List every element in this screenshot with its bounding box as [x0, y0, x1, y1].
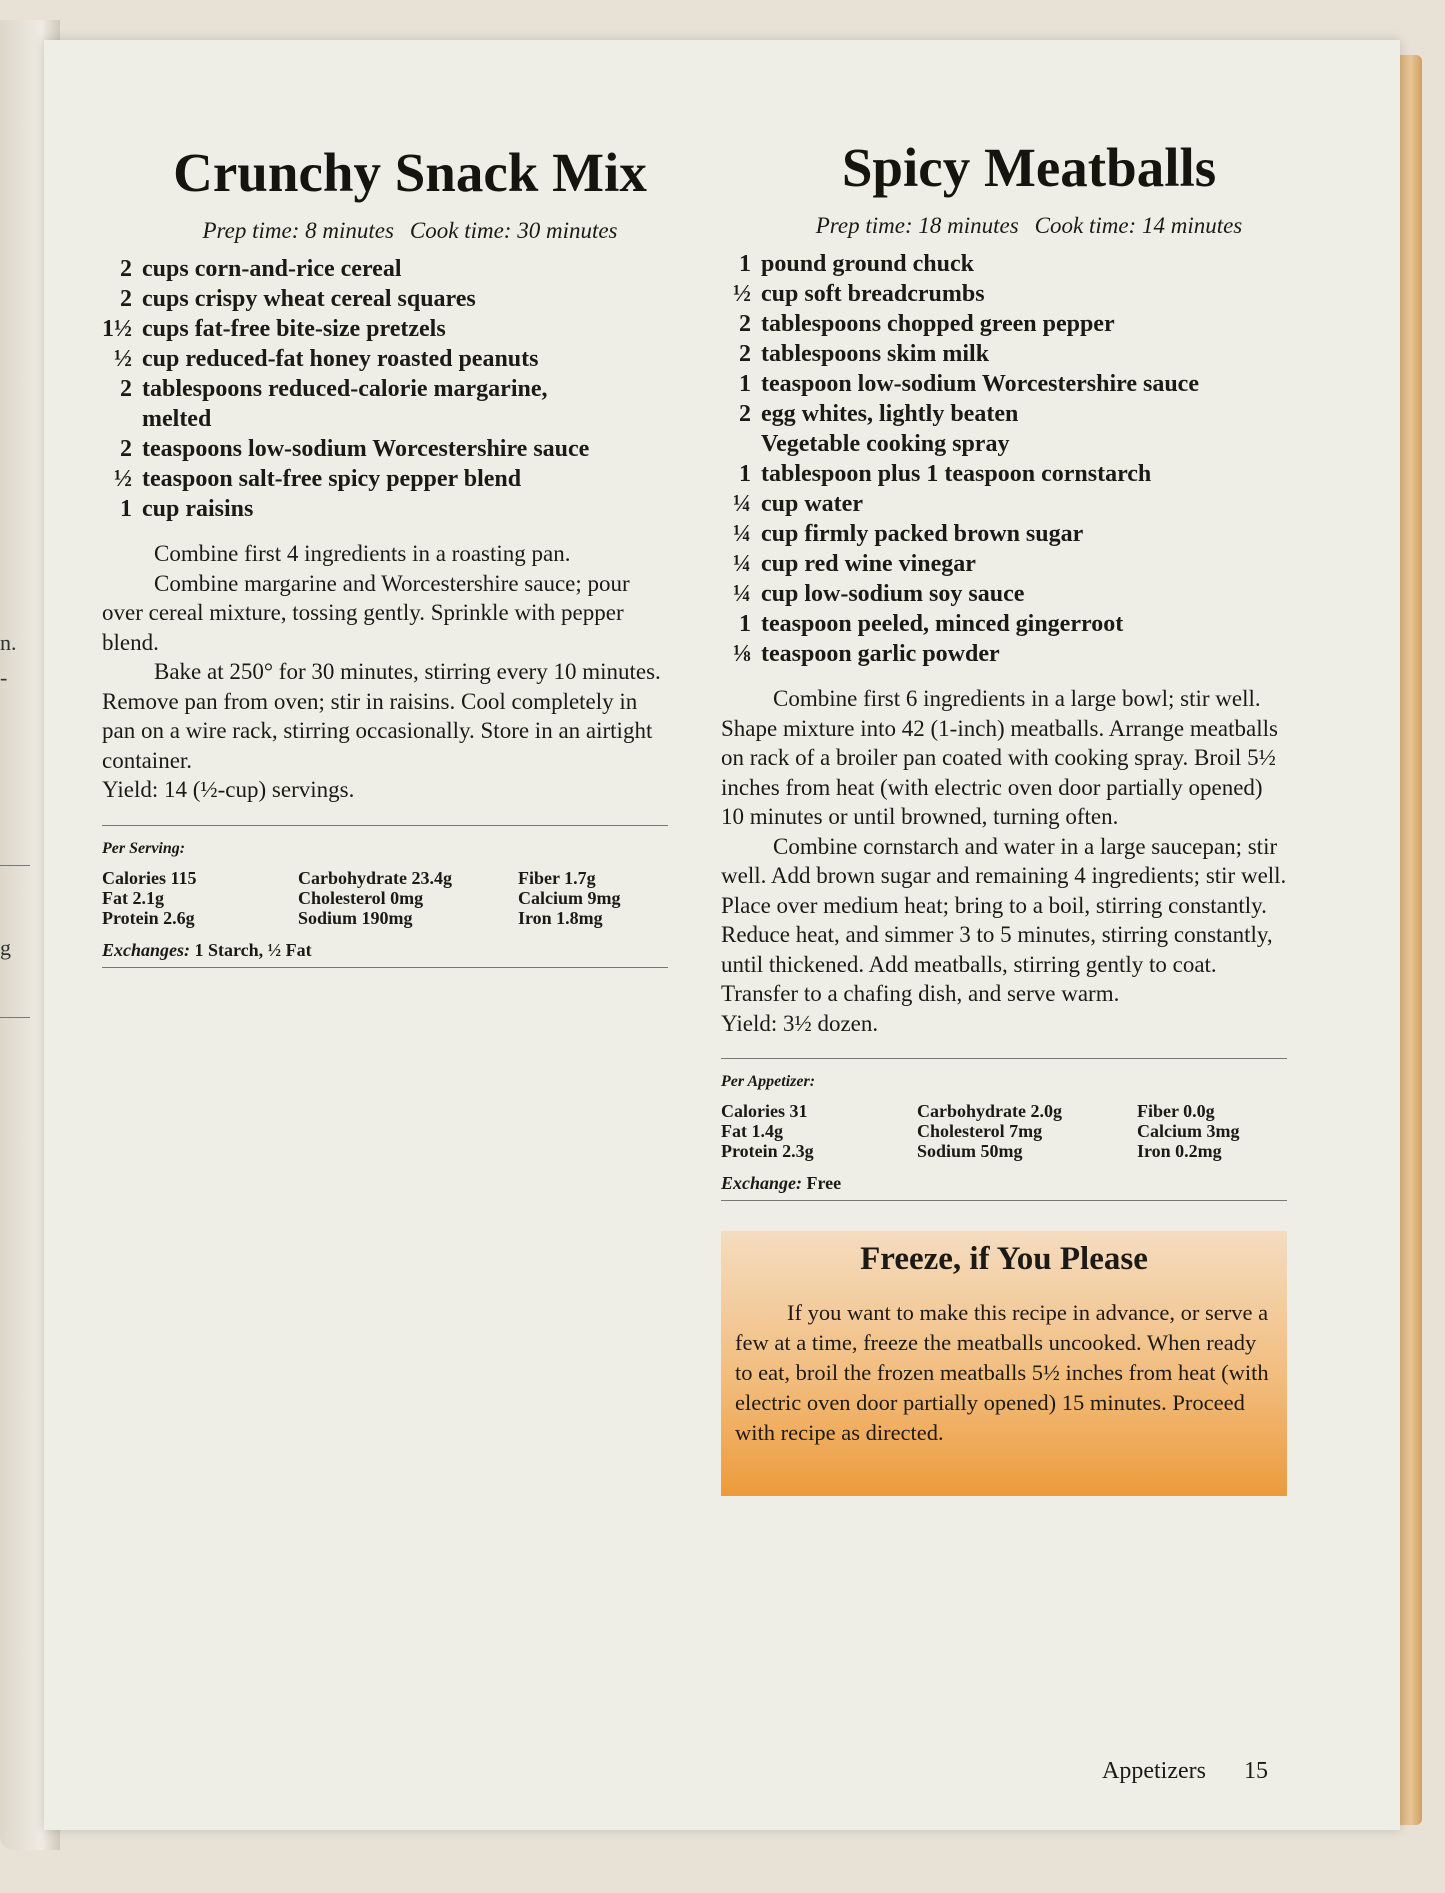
ingredient-item: [102, 314, 718, 344]
recipe-yield: Yield: 14 (½-cup) servings.: [102, 777, 355, 802]
ingredient-list: [721, 249, 1337, 669]
directions: [721, 684, 1287, 1038]
exchange-label: Exchanges:: [102, 939, 191, 960]
nutrition-column: [721, 1101, 917, 1161]
page-number: 15: [1243, 1758, 1268, 1784]
recipe-spicy-meatballs: [721, 95, 1337, 1496]
left-page-fragment: n.: [0, 630, 17, 655]
ingredient-text: cups fat-free bite-size pretzels: [142, 316, 446, 342]
exchange-label: Exchange:: [721, 1173, 802, 1193]
cook-time: Cook time: 30 minutes: [409, 218, 618, 243]
ingredient-qty: 1: [739, 371, 751, 397]
ingredient-qty: 2: [739, 401, 751, 427]
nutrition-value: Cholesterol 0mg: [298, 887, 424, 908]
ingredient-item: [102, 284, 718, 314]
ingredient-text: cups crispy wheat cereal squares: [142, 286, 476, 312]
ingredient-text: teaspoon peeled, minced gingerroot: [761, 611, 1124, 637]
ingredient-text: cup water: [761, 491, 863, 517]
ingredient-text: cup reduced-fat honey roasted peanuts: [142, 346, 539, 372]
ingredient-qty: ¼: [733, 521, 751, 547]
exchanges: [102, 940, 668, 961]
ingredient-qty: ½: [114, 346, 132, 372]
ingredient-item: [721, 279, 1337, 309]
nutrition-value: Fat 2.1g: [102, 887, 164, 908]
nutrition-heading: Per Appetizer:: [721, 1073, 816, 1090]
nutrition-value: Fat 1.4g: [721, 1121, 783, 1141]
ingredient-qty: ¼: [733, 581, 751, 607]
nutrition-value: Calories 115: [102, 867, 197, 888]
ingredient-item: [721, 519, 1337, 549]
ingredient-list: [102, 254, 718, 524]
ingredient-text: teaspoon low-sodium Worcestershire sauce: [761, 371, 1199, 397]
ingredient-qty: ¼: [733, 491, 751, 517]
ingredient-text: Vegetable cooking spray: [761, 431, 1010, 457]
nutrition-value: Sodium 50mg: [917, 1141, 1023, 1161]
ingredient-text: cup soft breadcrumbs: [761, 281, 985, 307]
ingredient-item: [721, 429, 1337, 459]
nutrition-value: Iron 0.2mg: [1137, 1141, 1222, 1161]
tip-text: If you want to make this recipe in advance, or serve a few at a time, freeze the meatballs uncooked. When ready to eat, broil the frozen meatballs 5½ inches from heat (with electric oven door partially opened) 15 minutes. Proceed with recipe as directed.: [735, 1300, 1269, 1445]
ingredient-item: [721, 459, 1337, 489]
ingredient-qty: 2: [120, 256, 132, 282]
nutrition-column: [298, 868, 518, 928]
exchange-value: 1 Starch, ½ Fat: [190, 939, 312, 960]
nutrition-column: [917, 1101, 1137, 1161]
nutrition-value: Protein 2.6g: [102, 907, 195, 928]
ingredient-text: tablespoons skim milk: [761, 341, 990, 367]
ingredient-qty: [721, 429, 761, 459]
recipe-times: [102, 218, 718, 244]
ingredient-item: [721, 639, 1337, 669]
direction-paragraph: Bake at 250° for 30 minutes, stirring every 10 minutes. Remove pan from oven; stir in raisins. Cool completely in pan on a wire rack, stirring occasionally. Store in an airtight container.: [102, 659, 661, 773]
ingredient-item: [721, 549, 1337, 579]
nutrition-panel: [102, 825, 668, 968]
direction-paragraph: Combine first 6 ingredients in a large bowl; stir well. Shape mixture into 42 (1-inch) meatballs. Arrange meatballs on rack of a broiler pan coated with cooking spray. Broil 5½ inches from heat (with electric oven door partially opened) 10 minutes or until browned, turning often.: [721, 686, 1278, 829]
nutrition-column: [102, 868, 298, 928]
ingredient-text: tablespoons chopped green pepper: [761, 311, 1115, 337]
ingredient-item: [102, 374, 718, 434]
nutrition-column: [518, 868, 668, 928]
ingredient-text: egg whites, lightly beaten: [761, 401, 1019, 427]
nutrition-value: Calcium 3mg: [1137, 1121, 1240, 1141]
ingredient-text: teaspoon garlic powder: [761, 641, 1000, 667]
ingredient-qty: 1: [739, 461, 751, 487]
ingredient-qty: ⅛: [733, 641, 751, 667]
ingredient-text: pound ground chuck: [761, 251, 974, 277]
ingredient-text: cup red wine vinegar: [761, 551, 976, 577]
ingredient-text: teaspoons low-sodium Worcestershire sauce: [142, 436, 590, 462]
left-page-fragment: -: [0, 665, 8, 690]
ingredient-item: [721, 399, 1337, 429]
recipe-yield: Yield: 3½ dozen.: [721, 1010, 879, 1036]
ingredient-qty: 2: [120, 376, 132, 402]
cook-time: Cook time: 14 minutes: [1034, 213, 1243, 238]
ingredient-item: [721, 249, 1337, 279]
ingredient-qty: 1½: [102, 316, 132, 342]
recipe-title: Spicy Meatballs: [841, 137, 1217, 198]
nutrition-value: Sodium 190mg: [298, 907, 413, 928]
ingredient-item: [721, 579, 1337, 609]
directions: [102, 539, 662, 805]
ingredient-qty: 1: [120, 496, 132, 522]
direction-paragraph: Combine margarine and Worcestershire sauce; pour over cereal mixture, tossing gently. Sprinkle with pepper blend.: [102, 570, 630, 655]
ingredient-item: [102, 494, 718, 524]
ingredient-qty: 2: [739, 311, 751, 337]
direction-paragraph: Combine first 4 ingredients in a roasting pan.: [154, 541, 571, 566]
prep-time: Prep time: 8 minutes: [202, 218, 394, 243]
ingredient-item: [102, 434, 718, 464]
exchange-value: Free: [802, 1173, 842, 1193]
ingredient-item: [721, 339, 1337, 369]
ingredient-item: [102, 254, 718, 284]
ingredient-item: [721, 609, 1337, 639]
nutrition-value: Carbohydrate 2.0g: [917, 1101, 1062, 1121]
nutrition-grid: [102, 868, 668, 928]
nutrition-value: Fiber 0.0g: [1137, 1101, 1215, 1121]
nutrition-grid: [721, 1101, 1287, 1161]
ingredient-item: [721, 369, 1337, 399]
ingredient-item: [721, 309, 1337, 339]
left-page-rule: [0, 865, 30, 866]
ingredient-qty: 2: [120, 286, 132, 312]
ingredient-text: tablespoons reduced-calorie margarine, melted: [142, 376, 548, 432]
book-page: [44, 40, 1400, 1830]
tip-title: Freeze, if You Please: [860, 1241, 1148, 1277]
section-name: Appetizers: [1102, 1758, 1206, 1784]
ingredient-qty: 1: [739, 611, 751, 637]
nutrition-panel: [721, 1058, 1287, 1201]
nutrition-value: Carbohydrate 23.4g: [298, 867, 452, 888]
nutrition-value: Calories 31: [721, 1101, 808, 1121]
ingredient-qty: 1: [739, 251, 751, 277]
ingredient-item: [102, 344, 718, 374]
ingredient-qty: ¼: [733, 551, 751, 577]
recipe-crunchy-snack-mix: [102, 100, 718, 968]
ingredient-text: teaspoon salt-free spicy pepper blend: [142, 466, 522, 492]
direction-paragraph: Combine cornstarch and water in a large saucepan; stir well. Add brown sugar and remaining 4 ingredients; stir well. Place over medium heat; bring to a boil, stirring constantly. Reduce heat, and simmer 3 to 5 minutes, stirring constantly, until thickened. Add meatballs, stirring gently to coat. Transfer to a chafing dish, and serve warm.: [721, 833, 1287, 1006]
page-footer: [1102, 1758, 1268, 1785]
ingredient-text: cup raisins: [142, 496, 254, 522]
nutrition-value: Cholesterol 7mg: [917, 1121, 1043, 1141]
nutrition-value: Iron 1.8mg: [518, 907, 603, 928]
nutrition-column: [1137, 1101, 1287, 1161]
left-page-rule: [0, 1017, 30, 1018]
nutrition-value: Fiber 1.7g: [518, 867, 596, 888]
recipe-title: Crunchy Snack Mix: [173, 142, 647, 203]
ingredient-item: [721, 489, 1337, 519]
nutrition-heading: Per Serving:: [102, 839, 186, 857]
exchanges: [721, 1173, 1287, 1194]
nutrition-value: Calcium 9mg: [518, 887, 621, 908]
left-page-fragment: g: [0, 935, 11, 960]
nutrition-value: Protein 2.3g: [721, 1141, 814, 1161]
ingredient-text: cups corn-and-rice cereal: [142, 256, 402, 282]
ingredient-text: cup low-sodium soy sauce: [761, 581, 1025, 607]
recipe-times: [721, 213, 1337, 239]
ingredient-item: [102, 464, 718, 494]
ingredient-qty: 2: [739, 341, 751, 367]
tip-box: [721, 1231, 1287, 1496]
ingredient-qty: ½: [114, 466, 132, 492]
ingredient-text: tablespoon plus 1 teaspoon cornstarch: [761, 461, 1152, 487]
prep-time: Prep time: 18 minutes: [815, 213, 1019, 238]
ingredient-qty: 2: [120, 436, 132, 462]
ingredient-text: cup firmly packed brown sugar: [761, 521, 1084, 547]
page-edge: [1400, 55, 1422, 1825]
ingredient-qty: ½: [733, 281, 751, 307]
